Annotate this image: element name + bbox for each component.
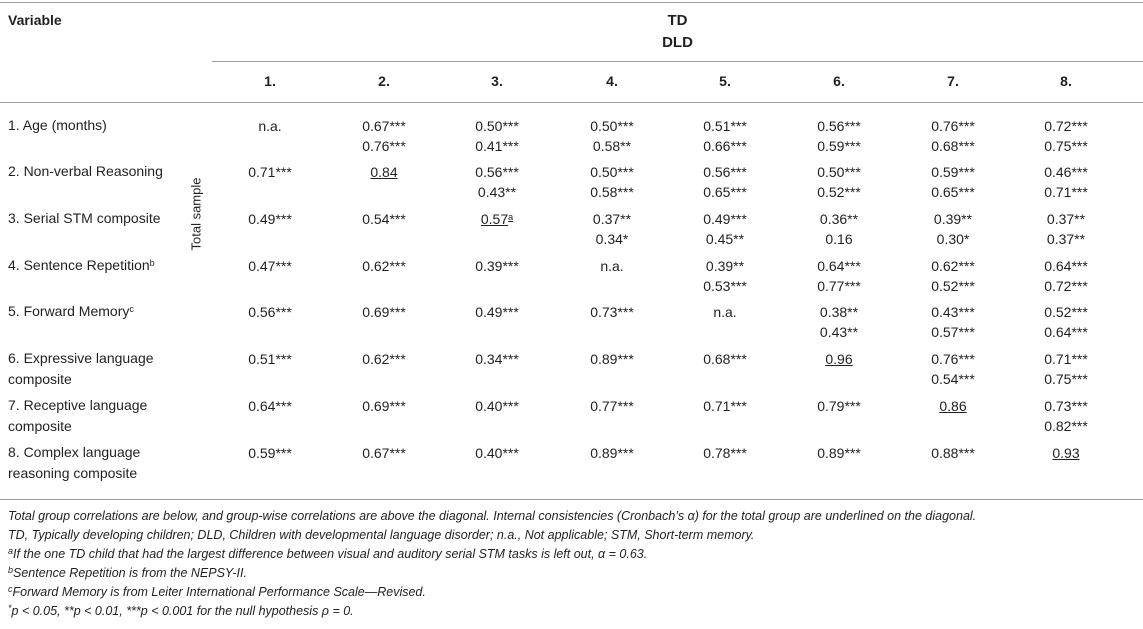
table-cell: 0.52*** 0.64***: [1044, 304, 1088, 340]
group-header-dld: DLD: [662, 34, 693, 51]
row-label-8: 8. Complex language reasoning composite: [8, 444, 141, 481]
row-label-2: 2. Non-verbal Reasoning: [8, 163, 163, 179]
table-cell: 0.71***: [248, 164, 292, 180]
table-cell: 0.50*** 0.41***: [475, 118, 519, 154]
column-header-8: 8.: [1060, 73, 1072, 89]
table-cell: 0.59*** 0.65***: [931, 164, 975, 200]
table-cell: 0.62***: [362, 258, 406, 274]
table-cell: 0.49***: [475, 304, 519, 320]
column-header-2: 2.: [378, 73, 390, 89]
group-header-td: TD: [667, 12, 688, 29]
group-header-rule: [212, 61, 1143, 62]
table-cell: 0.50*** 0.58**: [590, 118, 634, 154]
table-cell: 0.37** 0.37**: [1046, 211, 1086, 247]
table-cell: 0.69***: [362, 398, 406, 414]
table-cell: n.a.: [713, 304, 737, 320]
table-bottom-rule: [0, 499, 1143, 500]
table-cell: 0.56*** 0.59***: [817, 118, 861, 154]
table-cell: 0.88***: [931, 445, 975, 461]
table-cell: 0.39** 0.53***: [703, 258, 747, 294]
table-cell: 0.78***: [703, 445, 747, 461]
table-cell: 0.89***: [590, 351, 634, 367]
table-cell: 0.96: [825, 351, 853, 367]
table-cell: 0.47***: [248, 258, 292, 274]
table-top-rule: [0, 2, 1143, 3]
table-cell: 0.59***: [248, 445, 292, 461]
table-cell: 0.67***: [362, 445, 406, 461]
row-label-4: 4. Sentence Repetition$^b$: [8, 257, 155, 273]
table-cell: 0.40***: [475, 445, 519, 461]
table-cell: 0.64***: [248, 398, 292, 414]
note-diagonal: Total group correlations are below, and group-wise correlations are above the diagonal. Internal consistencies (Cronbach’s α) for the total group are underlined on the diagonal.: [8, 509, 977, 523]
table-cell: 0.69***: [362, 304, 406, 320]
table-cell: 0.54***: [362, 211, 406, 227]
column-header-5: 5.: [719, 73, 731, 89]
row-label-3: 3. Serial STM composite: [8, 210, 161, 226]
table-cell: 0.50*** 0.52***: [817, 164, 861, 200]
table-cell: 0.49***: [248, 211, 292, 227]
table-cell: n.a.: [258, 118, 282, 134]
note-abbreviations: TD, Typically developing children; DLD, Children with developmental language disorder; n.a., Not applicable; STM, Short-term memory.: [8, 528, 755, 542]
table-cell: 0.76*** 0.54***: [931, 351, 975, 387]
row-label-7: 7. Receptive language composite: [8, 397, 148, 434]
table-cell: 0.67*** 0.76***: [362, 118, 406, 154]
table-cell: 0.71*** 0.75***: [1044, 351, 1088, 387]
table-cell: 0.93: [1052, 445, 1080, 461]
table-cell: 0.62***: [362, 351, 406, 367]
row-label-1: 1. Age (months): [8, 117, 107, 133]
table-cell: 0.39***: [475, 258, 519, 274]
table-cell: 0.50*** 0.58***: [590, 164, 634, 200]
header-bottom-rule: [0, 102, 1143, 103]
footnote-a: $^a$If the one TD child that had the largest difference between visual and auditory serial STM tasks is left out, α = 0.63.: [8, 546, 648, 561]
table-cell: 0.51***: [248, 351, 292, 367]
footnote-c: $^c$Forward Memory is from Leiter International Performance Scale—Revised.: [8, 584, 426, 599]
column-header-1: 1.: [264, 73, 276, 89]
table-cell: 0.89***: [817, 445, 861, 461]
row-label-6: 6. Expressive language composite: [8, 350, 154, 387]
table-cell: 0.39** 0.30*: [933, 211, 973, 247]
table-cell: 0.56*** 0.65***: [703, 164, 747, 200]
total-sample-label: Total sample: [188, 177, 204, 251]
footnote-significance: *p < 0.05, **p < 0.01, ***p < 0.001 for the null hypothesis ρ = 0.: [8, 603, 354, 618]
table-cell: 0.79***: [817, 398, 861, 414]
table-cell: 0.62*** 0.52***: [931, 258, 975, 294]
table-cell: 0.38** 0.43**: [819, 304, 859, 340]
table-cell: 0.68***: [703, 351, 747, 367]
column-header-7: 7.: [947, 73, 959, 89]
column-header-6: 6.: [833, 73, 845, 89]
table-cell: 0.64*** 0.77***: [817, 258, 861, 294]
table-cell: 0.36** 0.16: [819, 211, 859, 247]
table-notes: [8, 507, 1138, 621]
table-cell: n.a.: [600, 258, 624, 274]
variable-header: Variable: [8, 12, 62, 28]
table-cell: 0.56*** 0.43**: [475, 164, 519, 200]
table-cell: 0.34***: [475, 351, 519, 367]
table-cell: 0.56***: [248, 304, 292, 320]
table-cell: 0.89***: [590, 445, 634, 461]
footnote-b: $^b$Sentence Repetition is from the NEPSY-II.: [8, 565, 247, 580]
table-cell: 0.40***: [475, 398, 519, 414]
table-cell: 0.86: [939, 398, 967, 414]
table-cell: 0.73*** 0.82***: [1044, 398, 1088, 434]
column-header-3: 3.: [491, 73, 503, 89]
row-label-5: 5. Forward Memory$^c$: [8, 303, 134, 319]
table-cell: 0.71***: [703, 398, 747, 414]
table-cell: 0.64*** 0.72***: [1044, 258, 1088, 294]
table-cell: 0.49*** 0.45**: [703, 211, 747, 247]
table-cell: 0.72*** 0.75***: [1044, 118, 1088, 154]
table-cell: 0.46*** 0.71***: [1044, 164, 1088, 200]
table-cell: 0.43*** 0.57***: [931, 304, 975, 340]
table-cell: 0.57$^a$: [480, 211, 514, 227]
table-cell: 0.84: [370, 164, 398, 180]
table-cell: 0.51*** 0.66***: [703, 118, 747, 154]
column-header-4: 4.: [606, 73, 618, 89]
table-cell: 0.77***: [590, 398, 634, 414]
table-cell: 0.76*** 0.68***: [931, 118, 975, 154]
table-cell: 0.37** 0.34*: [592, 211, 632, 247]
table-cell: 0.73***: [590, 304, 634, 320]
